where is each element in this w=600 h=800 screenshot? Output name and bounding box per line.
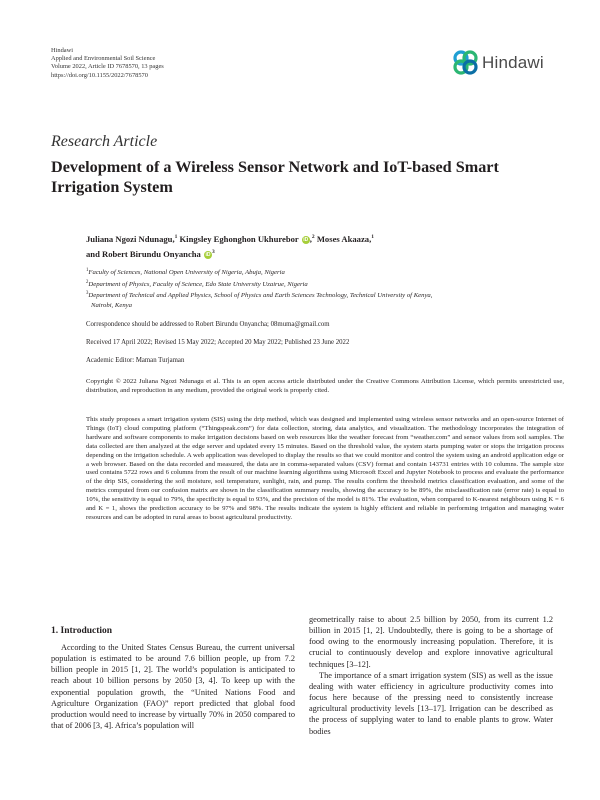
body-column-right [309, 614, 553, 737]
orcid-icon[interactable]: iD [205, 251, 211, 258]
body-column-left [51, 642, 295, 731]
orcid-icon[interactable]: iD [303, 236, 309, 243]
correspondence: Correspondence should be addressed to Robert Birundu Onyancha; 08muma@gmail.com [86, 321, 330, 328]
author-1[interactable]: Juliana Ngozi Ndunagu,$^1$ [86, 233, 178, 244]
abstract: This study proposes a smart irrigation system (SIS) using the drip method, which was designed and implemented using wireless sensor networks and an open-source Internet of Things (IoT) cloud computing platform (“Thingspeak.com”) for data collection, storing, data analytics, and visualization. The methodology incorporates the integration of hardware and software components to make irrigation decisions based on web resources like the weather forecast from “weather.com” and sensor values from soil samples. The data collected are then analyzed at the edge server and updated every 15 minutes. Based on the threshold value, the system starts pumping water or stops the irrigation process depending on the irrigation schedule. A web application was developed to display the results so that we could monitor and control the system using an android application edge or a web browser. Based on the data recorded and measured, the data are in comma-separated values (CSV) format and contain 143731 entries with 10 columns. The sample size used contains 5722 rows and 6 columns from the result of our machine learning algorithms using Microsoft Excel and Jupyter Notebook to process and evaluate the performance of the drip SIS, considering the soil moisture, soil temperature, sunlight, rain, and pump. The results confirm the threshold metrics classification evaluation, and some of the metrics computed from our confusion matrix are shown in the classification summary results, showing the accuracy to be 89%, the misclassification rate (error rate) is equal to 10%, the sensitivity is equal to 79%, the specificity is equal to 93%, and the precision of the model is 81%. The evaluation, when compared to K-nearest neighbours using K = 6 and K = 1, shows the prediction accuracy to be 97% and 98%. The results indicate the system is highly efficient and reliable in performing irrigation and managing water resources and can be adopted in rural areas to boost agricultural productivity. [86, 416, 564, 521]
academic-editor: Academic Editor: Maman Turjaman [86, 357, 185, 364]
copyright-notice: Copyright © 2022 Juliana Ngozi Ndunagu et al. This is an open access article distributed under the Creative Commons Attribution License, which permits unrestricted use, distribution, and reproduction in any medium, provided the original work is properly cited. [86, 378, 564, 395]
affiliation-3: $^3$Department of Technical and Applied Physics, School of Physics and Earth Sciences Technology, Technical University of Kenya, [86, 291, 433, 300]
volume-line: Volume 2022, Article ID 7678570, 13 pages [51, 63, 164, 71]
author-2[interactable]: Kingsley Eghonghon Ukhurebor iD ,$^2$ [179, 233, 315, 244]
section-heading: 1. Introduction [51, 626, 113, 636]
author-4[interactable]: and Robert Birundu Onyancha iD $^3$ [86, 248, 215, 259]
journal-name: Applied and Environmental Soil Science [51, 55, 156, 63]
doi-link[interactable]: https://doi.org/10.1155/2022/7678570 [51, 71, 148, 79]
affiliation-3-continued: Nairobi, Kenya [91, 301, 132, 309]
affiliation-2: $^2$Department of Physics, Faculty of Science, Edo State University Uzairue, Nigeria [86, 279, 308, 288]
article-type: Research Article [51, 133, 158, 150]
affiliation-1: $^1$Faculty of Sciences, National Open University of Nigeria, Abuja, Nigeria [86, 268, 285, 277]
author-list [86, 231, 546, 261]
paragraph: geometrically raise to about 2.5 billion by 2050, from its current 1.2 billion in 2015 [1, 2]. Undoubtedly, there is going to be a shortage of food owing to the enormously increasing population. Therefore, it is crucial to continuously develop and explore innovative agricultural techniques [3–12]. [309, 615, 553, 669]
author-3[interactable]: Moses Akaaza,$^1$ [316, 233, 374, 244]
hindawi-logo [452, 49, 562, 79]
hindawi-logo-icon [452, 49, 480, 77]
publisher-name: Hindawi [51, 47, 74, 54]
paragraph: According to the United States Census Bureau, the current universal population is estimated to be around 7.6 billion people, up from 7.2 billion people in 2015 [1, 2]. The world’s population is anticipated to reach about 10 billion persons by 2050 [3, 4]. To keep up with the exponential population growth, the “United Nations Food and Agriculture Organization (FAO)” report predicted that global food production would need to increase by virtually 70% in 2050 compared to that of 2006 [3, 4]. Africa’s population will [51, 643, 295, 731]
journal-metadata [51, 47, 164, 80]
logo-wordmark: Hindawi [482, 53, 544, 72]
paper-title: Development of a Wireless Sensor Network and IoT-based Smart Irrigation System [51, 158, 499, 196]
paragraph: The importance of a smart irrigation system (SIS) as well as the issue dealing with water efficiency in agriculture productivity comes into focus here because of the pressing need to consistently increase agricultural productivity levels [13–17]. Irrigation can be described as the process of supplying water to land to enable plants to grow. Water bodies [309, 670, 553, 736]
affiliations [86, 266, 556, 310]
publication-dates: Received 17 April 2022; Revised 15 May 2022; Accepted 20 May 2022; Published 23 June 2022 [86, 339, 350, 346]
